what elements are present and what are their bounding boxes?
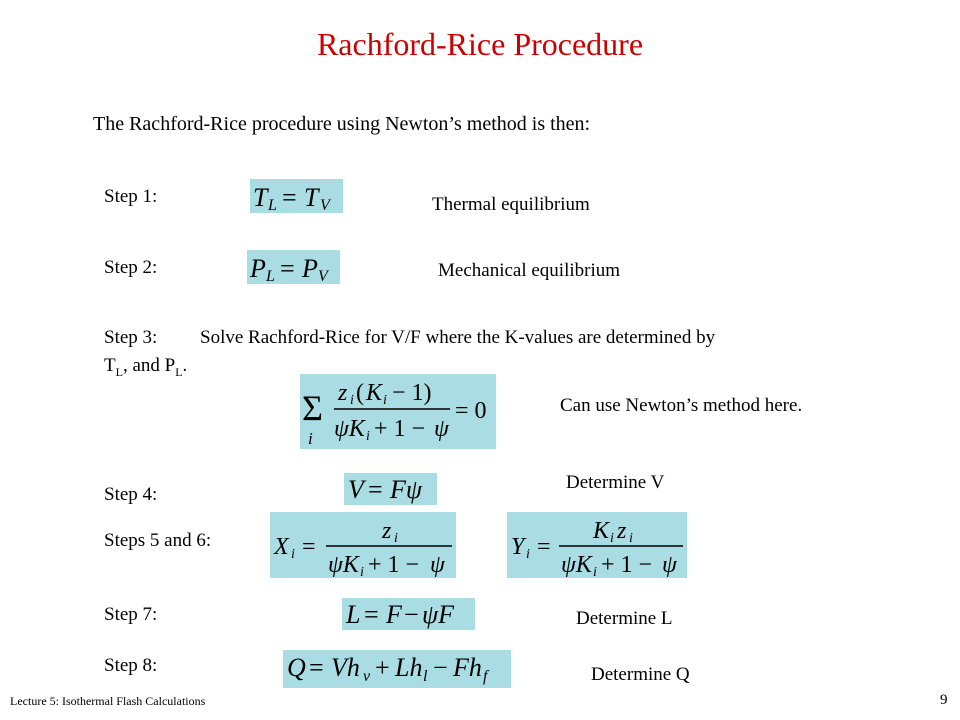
- step-3-note: Can use Newton’s method here.: [560, 395, 803, 416]
- svg-text:−: −: [433, 653, 448, 682]
- svg-text:T: T: [253, 183, 268, 212]
- svg-text:Σ: Σ: [302, 388, 323, 428]
- step-7-label: Step 7:: [104, 604, 158, 625]
- step-4-label: Step 4:: [104, 484, 158, 505]
- svg-text:z: z: [338, 380, 348, 406]
- slide-title: Rachford-Rice Procedure: [316, 26, 644, 62]
- svg-text:F: F: [386, 600, 402, 629]
- svg-text:f: f: [483, 668, 488, 685]
- svg-text:=: =: [364, 600, 379, 629]
- step-8-formula: [283, 650, 511, 688]
- svg-text:K: K: [593, 518, 610, 544]
- step-2-note: Mechanical equilibrium: [438, 260, 621, 281]
- step-8-note: Determine Q: [591, 664, 690, 685]
- svg-text:ψF: ψF: [422, 600, 455, 629]
- svg-text:=: =: [302, 534, 316, 560]
- svg-text:i: i: [360, 565, 364, 578]
- svg-text:+: +: [375, 653, 390, 682]
- svg-text:Fψ: Fψ: [390, 475, 423, 504]
- svg-text:X: X: [274, 534, 289, 560]
- step-7-note: Determine L: [576, 608, 673, 629]
- svg-text:ψ: ψ: [434, 416, 449, 442]
- svg-text:V: V: [318, 268, 328, 284]
- step-4-note: Determine V: [566, 472, 665, 493]
- step-3-text-line2: $T_L$, and $P_L$.: [104, 355, 188, 379]
- page-number: 9: [940, 692, 948, 708]
- svg-text:K: K: [366, 380, 383, 406]
- svg-text:=: =: [280, 254, 295, 283]
- step-5-formula-x: [270, 512, 456, 578]
- svg-text:L: L: [266, 268, 275, 284]
- step-3-text: Solve Rachford-Rice for V/F where the K-values are determined by: [200, 327, 716, 348]
- svg-text:l: l: [423, 668, 428, 685]
- svg-text:T: T: [304, 183, 319, 212]
- svg-text:i: i: [593, 565, 597, 578]
- svg-text:V: V: [348, 475, 364, 504]
- svg-text:i: i: [383, 393, 387, 408]
- svg-text:ψ: ψ: [430, 552, 445, 578]
- svg-text:− 1): − 1): [392, 380, 432, 406]
- svg-text:i: i: [350, 393, 354, 408]
- step-7-formula: [342, 598, 475, 630]
- step-2-label: Step 2:: [104, 257, 158, 278]
- svg-text:Lh: Lh: [395, 653, 423, 682]
- footer-text: Lecture 5: Isothermal Flash Calculations: [10, 694, 206, 708]
- svg-text:+ 1 −: + 1 −: [368, 552, 420, 578]
- svg-text:Q: Q: [287, 653, 306, 682]
- step-1-note: Thermal equilibrium: [432, 194, 590, 215]
- svg-text:i: i: [366, 429, 370, 444]
- step-4-formula: [344, 473, 437, 505]
- svg-text:V: V: [320, 197, 330, 213]
- step-1-label: Step 1:: [104, 186, 158, 207]
- steps-5-6-label: Steps 5 and 6:: [104, 530, 212, 551]
- step-1-formula: [250, 179, 343, 213]
- svg-text:+ 1 −: + 1 −: [601, 552, 653, 578]
- svg-text:=: =: [309, 653, 324, 682]
- svg-text:P: P: [250, 254, 266, 283]
- svg-text:i: i: [526, 547, 530, 562]
- svg-text:=: =: [282, 183, 297, 212]
- svg-text:z: z: [617, 518, 627, 544]
- svg-text:i: i: [610, 531, 614, 546]
- svg-text:= 0: = 0: [455, 398, 487, 424]
- svg-text:P: P: [302, 254, 318, 283]
- svg-text:+ 1 −: + 1 −: [374, 416, 426, 442]
- svg-text:−: −: [404, 600, 419, 629]
- svg-text:=: =: [368, 475, 383, 504]
- step-8-label: Step 8:: [104, 655, 158, 676]
- svg-text:ψ: ψ: [662, 552, 677, 578]
- svg-text:Vh: Vh: [331, 653, 360, 682]
- svg-text:z: z: [382, 518, 392, 544]
- svg-text:ψK: ψK: [561, 552, 592, 578]
- svg-text:ψK: ψK: [328, 552, 359, 578]
- intro-text: The Rachford-Rice procedure using Newton’s method is then:: [93, 113, 591, 135]
- svg-text:ψK: ψK: [334, 416, 365, 442]
- step-2-formula: [247, 250, 340, 284]
- svg-text:i: i: [308, 429, 313, 448]
- svg-text:=: =: [537, 534, 551, 560]
- svg-text:v: v: [363, 668, 371, 685]
- svg-text:i: i: [394, 531, 398, 546]
- step-6-formula-y: [507, 512, 687, 578]
- svg-text:Fh: Fh: [453, 653, 482, 682]
- step-3-formula: [300, 374, 496, 449]
- svg-text:Y: Y: [511, 534, 525, 560]
- svg-text:L: L: [346, 600, 361, 629]
- svg-text:(: (: [356, 380, 364, 406]
- svg-text:L: L: [268, 197, 277, 213]
- step-3-label: Step 3:: [104, 327, 158, 348]
- svg-text:i: i: [291, 547, 295, 562]
- svg-text:i: i: [629, 531, 633, 546]
